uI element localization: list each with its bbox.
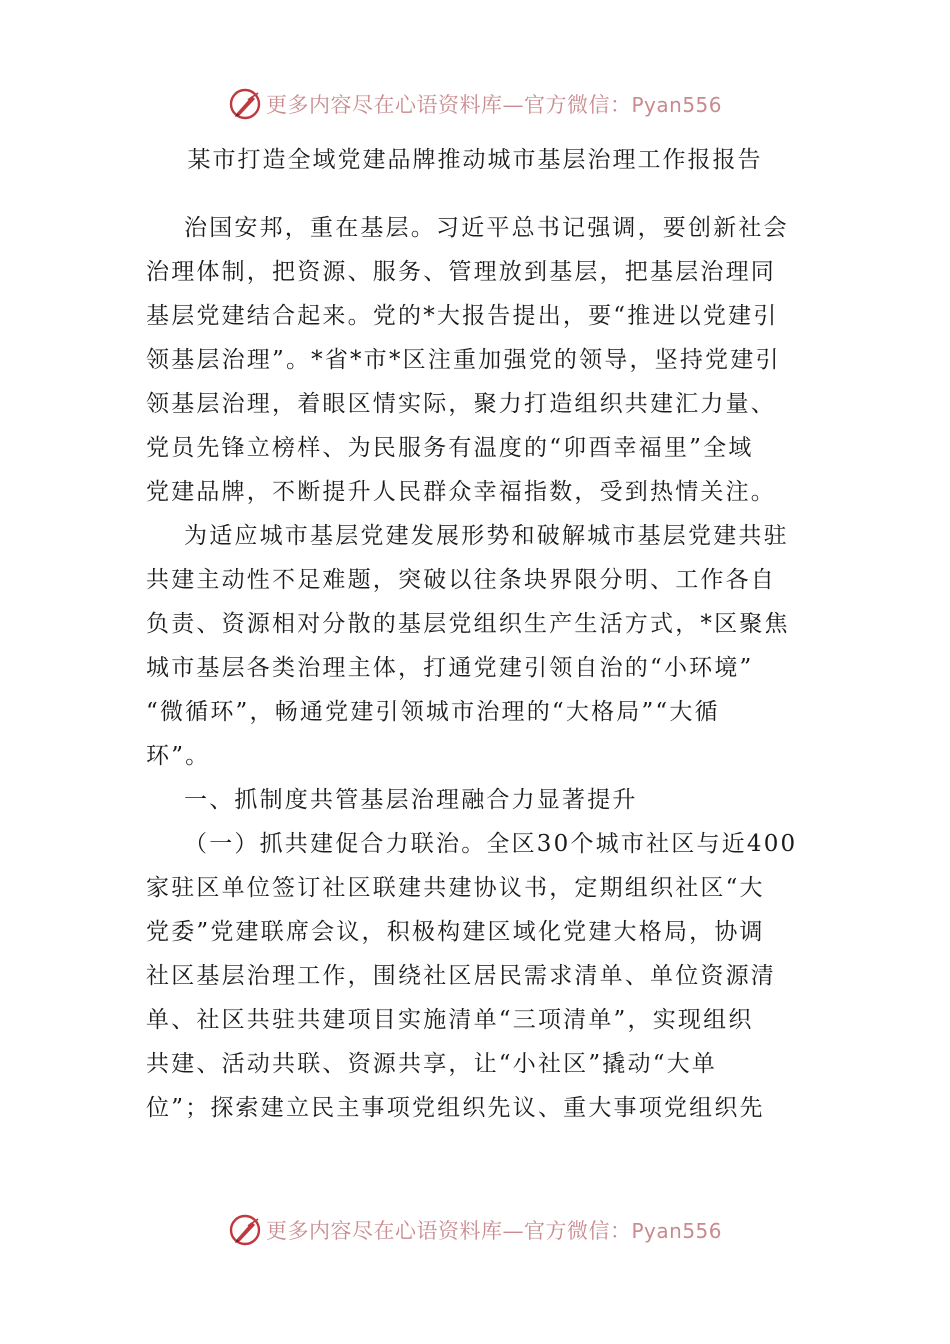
header-watermark-banner (0, 84, 950, 124)
watermark-handle: Pyan556 (631, 1219, 722, 1243)
body-line: 领基层治理，着眼区情实际，聚力打造组织共建汇力量、 (146, 391, 776, 417)
body-line: 家驻区单位签订社区联建共建协议书，定期组织社区“大 (146, 875, 765, 901)
footer-watermark-banner (0, 1210, 950, 1250)
body-line: 治国安邦，重在基层。习近平总书记强调，要创新社会 (184, 215, 789, 241)
body-line: 党建品牌，不断提升人民群众幸福指数，受到热情关注。 (146, 479, 776, 505)
watermark-text: 更多内容尽在心语资料库—官方微信：Pyan556 (265, 93, 722, 117)
body-line: 领基层治理”。*省*市*区注重加强党的领导，坚持党建引 (146, 347, 781, 373)
body-line: 治理体制，把资源、服务、管理放到基层，把基层治理同 (146, 259, 776, 285)
watermark-text: 更多内容尽在心语资料库—官方微信：Pyan556 (265, 1219, 722, 1243)
body-line: 城市基层各类治理主体，打通党建引领自治的“小环境” (146, 655, 754, 681)
document-title: 某市打造全域党建品牌推动城市基层治理工作报报告 (187, 147, 763, 173)
watermark-handle: Pyan556 (631, 93, 722, 117)
body-line: 社区基层治理工作，围绕社区居民需求清单、单位资源清 (146, 963, 776, 989)
body-line: “微循环”，畅通党建引领城市治理的“大格局”“大循 (146, 699, 720, 725)
body-line: 为适应城市基层党建发展形势和破解城市基层党建共驻 (184, 523, 789, 549)
body-line: 单、社区共驻共建项目实施清单“三项清单”，实现组织 (146, 1007, 754, 1033)
body-line: 负责、资源相对分散的基层党组织生产生活方式，*区聚焦 (146, 611, 790, 637)
body-line: 党委”党建联席会议，积极构建区域化党建大格局，协调 (146, 919, 765, 945)
body-line: 位”；探索建立民主事项党组织先议、重大事项党组织先 (146, 1095, 765, 1121)
body-line: 基层党建结合起来。党的*大报告提出，要“推进以党建引 (146, 303, 779, 329)
body-line: 环”。 (146, 743, 211, 769)
section-heading: 一、抓制度共管基层治理融合力显著提升 (184, 787, 638, 813)
body-line: 共建、活动共联、资源共享，让“小社区”撬动“大单 (146, 1051, 718, 1077)
body-line: 共建主动性不足难题，突破以往条块界限分明、工作各自 (146, 567, 776, 593)
body-line: 党员先锋立榜样、为民服务有温度的“卯酉幸福里”全域 (146, 435, 754, 461)
quill-pen-logo-icon (228, 1213, 262, 1247)
document-body (146, 206, 798, 1130)
quill-pen-logo-icon (228, 87, 262, 121)
body-line: （一）抓共建促合力联治。全区30个城市社区与近400 (184, 831, 798, 857)
